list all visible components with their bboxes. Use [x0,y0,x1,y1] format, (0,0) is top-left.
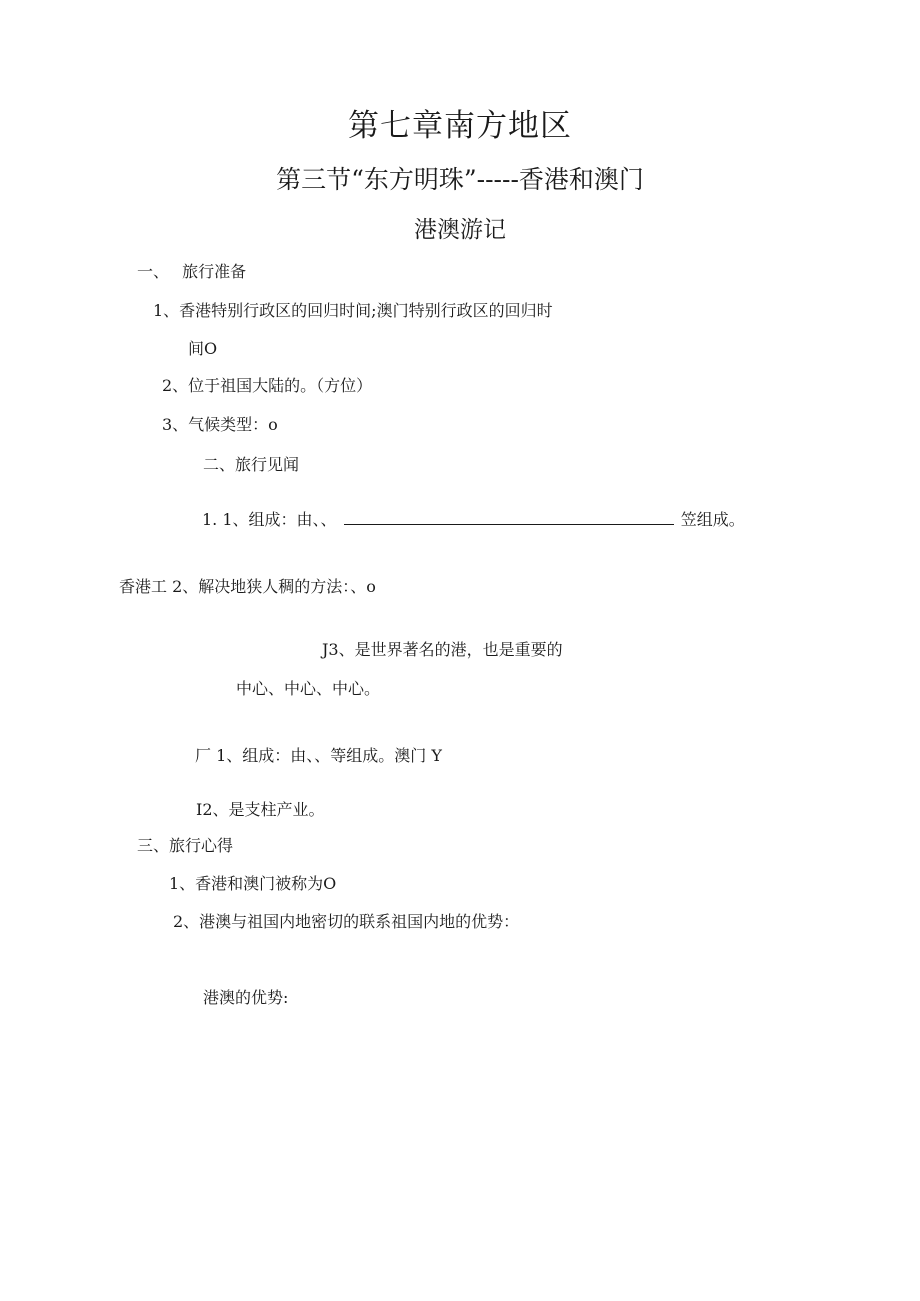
hk-item1-prefix: 1. 1、组成：由、、 [202,510,337,529]
hk-item2: 香港工 2、解决地狭人稠的方法：、o [119,577,376,596]
part1-item2: 2、位于祖国大陆的。（方位） [162,376,373,395]
hk-item3-line1: J3、是世界著名的港，也是重要的 [322,640,563,659]
hk-item1 [202,510,745,529]
answer-blank-line [344,512,674,525]
macau-item2: I2、是支柱产业。 [196,800,325,819]
macau-item1: 厂 1、组成：由、、等组成。澳门 Y [195,746,442,765]
section-title: 第三节“东方明珠”-----香港和澳门 [276,165,644,194]
advantage-label: 港澳的优势: [203,988,289,1007]
part1-heading: 一、 旅行准备 [137,262,247,281]
subtitle: 港澳游记 [414,217,506,243]
part1-item1-line2: 间O [188,339,218,358]
chapter-title: 第七章南方地区 [348,108,572,144]
hk-item1-suffix: 笠组成。 [680,510,745,529]
part3-item2: 2、港澳与祖国内地密切的联系祖国内地的优势： [173,912,520,931]
part3-heading: 三、旅行心得 [137,836,234,855]
part1-item1-line1: 1、香港特别行政区的回归时间;澳门特别行政区的回归时 [153,301,553,320]
part2-heading: 二、旅行见闻 [203,455,300,474]
hk-item3-line2: 中心、中心、中心。 [236,679,381,698]
part1-item3: 3、气候类型：o [162,415,278,434]
part3-item1: 1、香港和澳门被称为O [169,874,337,893]
